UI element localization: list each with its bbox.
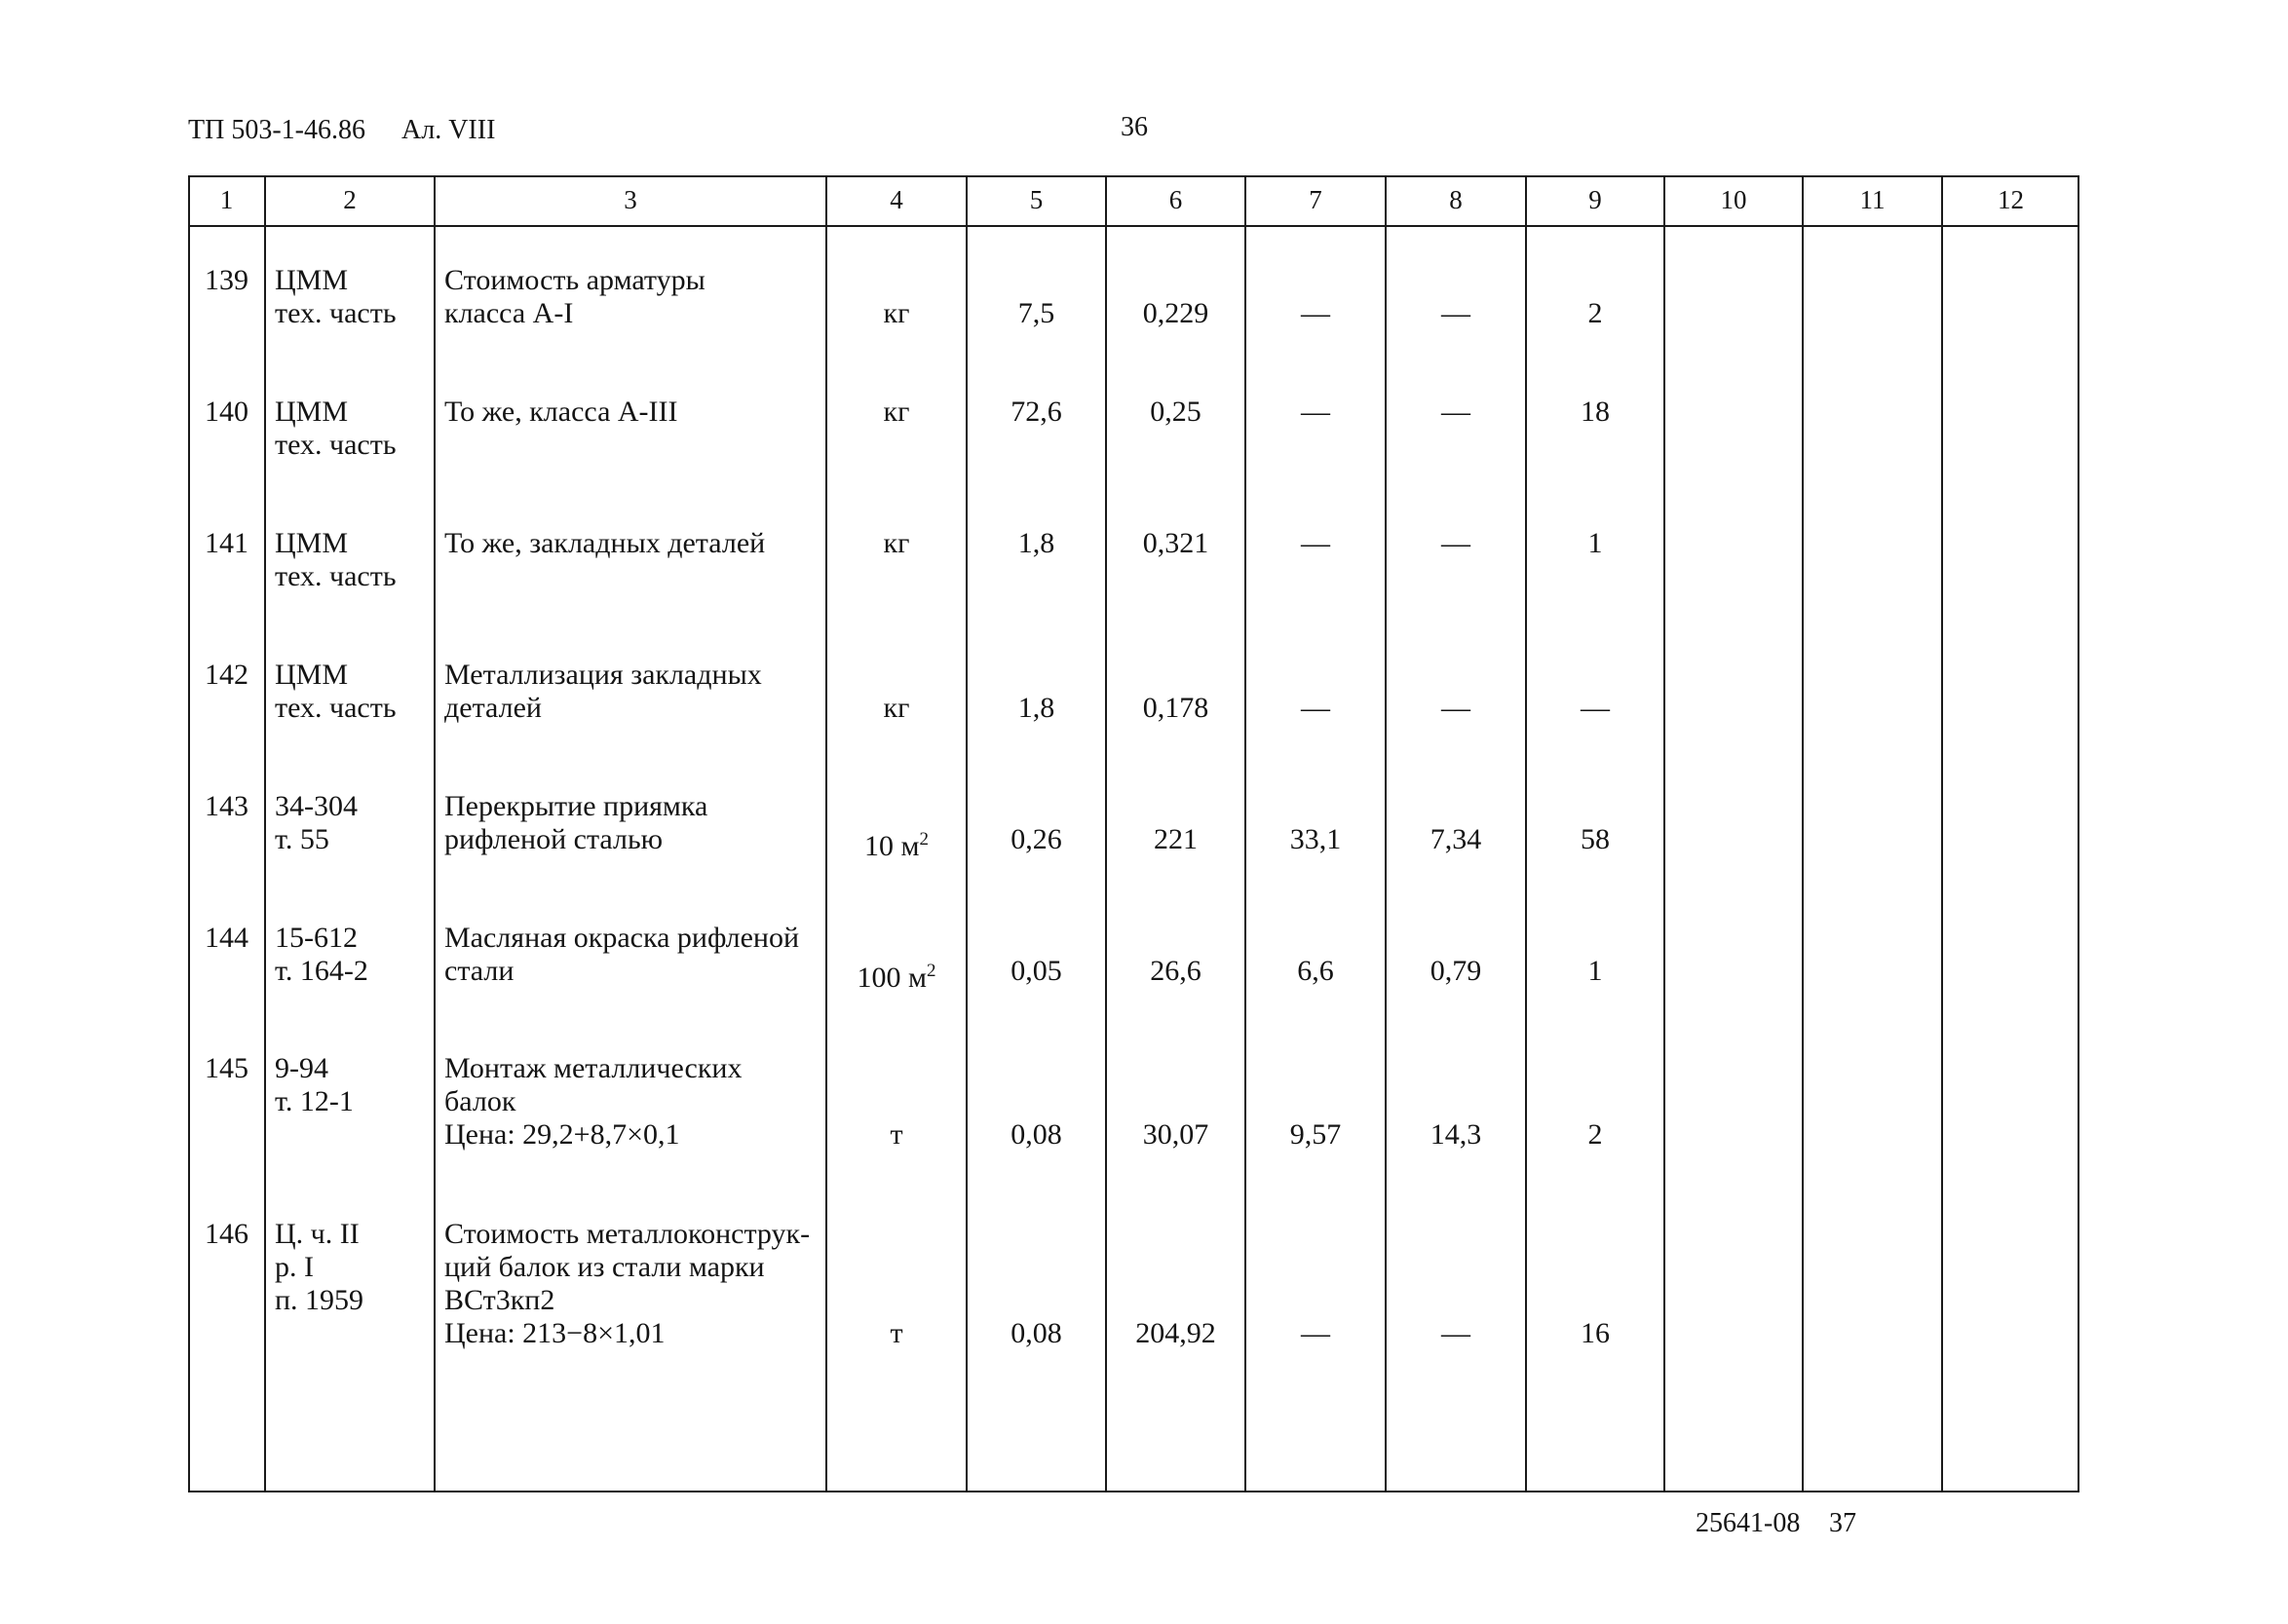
value-col-6: 204,92: [1135, 1317, 1216, 1349]
value-col-7: —: [1301, 297, 1330, 329]
value-col-9: —: [1581, 692, 1610, 724]
reference-line: тех. часть: [275, 692, 397, 724]
unit-text: кг: [883, 692, 910, 724]
description-line: балок: [444, 1085, 516, 1117]
value-col-7: —: [1301, 692, 1330, 724]
reference-line: 9-94: [275, 1052, 328, 1084]
column-number: 2: [343, 185, 357, 214]
unit-cell: [826, 823, 967, 863]
unit-cell: [826, 396, 967, 429]
value-col-8: —: [1441, 1317, 1470, 1349]
column-divider: [264, 175, 266, 1492]
description-line: стали: [444, 955, 515, 987]
value-col-6: 0,25: [1150, 396, 1201, 428]
unit-text: 100 м: [857, 962, 927, 994]
column-number: 3: [624, 185, 637, 214]
value-col-5: 1,8: [1017, 527, 1055, 559]
page-number: 36: [1121, 112, 1148, 142]
value-col-7: 33,1: [1289, 823, 1342, 855]
unit-exponent: 2: [926, 961, 936, 981]
value-col-5: 0,08: [1011, 1317, 1062, 1349]
unit-exponent: 2: [919, 829, 929, 850]
reference-line: ЦММ: [275, 396, 349, 428]
column-number: 5: [1029, 185, 1044, 214]
value-col-8: —: [1441, 692, 1470, 724]
value-col-5: 1,8: [1017, 692, 1055, 724]
header-divider: [188, 225, 2079, 227]
reference-line: ЦММ: [275, 264, 349, 296]
value-col-9: 58: [1581, 823, 1610, 855]
unit-text: кг: [883, 396, 910, 428]
column-number: 11: [1859, 185, 1886, 214]
unit-cell: [826, 297, 967, 330]
column-number: 6: [1168, 185, 1183, 214]
value-col-6: 0,321: [1142, 527, 1209, 559]
column-divider: [434, 175, 436, 1492]
column-number: 10: [1720, 185, 1747, 214]
column-number: 4: [890, 185, 903, 214]
row-number: 141: [205, 527, 248, 559]
description-line: Масляная окраска рифленой: [444, 922, 800, 954]
value-col-5: 0,26: [1011, 823, 1062, 855]
value-col-6: 0,178: [1142, 692, 1209, 724]
row-number: 144: [205, 922, 248, 954]
value-col-9: 1: [1587, 955, 1603, 987]
reference-line: 15-612: [275, 922, 358, 954]
description-line: ВСт3кп2: [444, 1284, 555, 1316]
unit-cell: [826, 955, 967, 995]
unit-text: кг: [883, 527, 910, 559]
reference-line: т. 55: [275, 823, 329, 855]
description-line: класса А-I: [444, 297, 574, 329]
row-number: 143: [205, 790, 248, 822]
description-line: ций балок из стали марки: [444, 1251, 765, 1283]
reference-line: ЦММ: [275, 659, 349, 691]
description-line: То же, класса А-III: [444, 396, 678, 428]
unit-text: т: [890, 1118, 903, 1151]
value-col-7: —: [1301, 527, 1330, 559]
value-col-7: 9,57: [1289, 1118, 1342, 1151]
value-col-5: 7,5: [1017, 297, 1055, 329]
description-line: Стоимость арматуры: [444, 264, 705, 296]
value-col-9: 1: [1587, 527, 1603, 559]
description-line: рифленой сталью: [444, 823, 664, 855]
unit-cell: [826, 1118, 967, 1152]
row-number: 142: [205, 659, 248, 691]
column-number: 7: [1309, 185, 1322, 214]
value-col-6: 0,229: [1142, 297, 1209, 329]
column-divider: [1941, 175, 1943, 1492]
document-code: ТП 503-1-46.86: [188, 115, 365, 145]
value-col-6: 221: [1154, 823, 1198, 855]
description-line: деталей: [444, 692, 542, 724]
value-col-8: —: [1441, 527, 1470, 559]
reference-line: тех. часть: [275, 560, 397, 592]
row-number: 146: [205, 1218, 248, 1250]
value-col-5: 0,05: [1011, 955, 1062, 987]
unit-text: 10 м: [864, 830, 920, 862]
unit-cell: [826, 527, 967, 560]
column-number: 1: [219, 185, 234, 214]
value-col-9: 16: [1581, 1317, 1610, 1349]
unit-cell: [826, 692, 967, 725]
value-col-9: 2: [1587, 297, 1603, 329]
unit-cell: [826, 1317, 967, 1350]
reference-line: 34-304: [275, 790, 358, 822]
value-col-9: 18: [1581, 396, 1610, 428]
reference-line: тех. часть: [275, 297, 397, 329]
column-number: 9: [1588, 185, 1602, 214]
reference-line: тех. часть: [275, 429, 397, 461]
reference-line: Ц. ч. II: [275, 1218, 360, 1250]
unit-text: кг: [883, 297, 910, 329]
value-col-9: 2: [1587, 1118, 1603, 1151]
reference-line: т. 12-1: [275, 1085, 354, 1117]
description-line: Цена: 29,2+8,7×0,1: [444, 1118, 680, 1151]
footer-code: 25641-08: [1696, 1508, 1801, 1538]
value-col-5: 72,6: [1011, 396, 1062, 428]
footer-page: 37: [1829, 1508, 1856, 1538]
value-col-6: 26,6: [1150, 955, 1201, 987]
description-line: Перекрытие приямка: [444, 790, 708, 822]
value-col-7: —: [1301, 1317, 1330, 1349]
row-number: 140: [205, 396, 248, 428]
reference-line: ЦММ: [275, 527, 349, 559]
album-number: Ал. VIII: [401, 115, 496, 145]
value-col-6: 30,07: [1142, 1118, 1209, 1151]
value-col-8: —: [1441, 396, 1470, 428]
value-col-8: 14,3: [1430, 1118, 1482, 1151]
value-col-5: 0,08: [1011, 1118, 1062, 1151]
description-line: Металлизация закладных: [444, 659, 762, 691]
description-line: Стоимость металлоконструк-: [444, 1218, 811, 1250]
description-line: Монтаж металлических: [444, 1052, 743, 1084]
reference-line: р. I: [275, 1251, 314, 1283]
value-col-8: 0,79: [1430, 955, 1482, 987]
column-divider: [1802, 175, 1804, 1492]
value-col-7: —: [1301, 396, 1330, 428]
row-number: 145: [205, 1052, 248, 1084]
column-number: 12: [1998, 185, 2024, 214]
reference-line: п. 1959: [275, 1284, 364, 1316]
row-number: 139: [205, 264, 248, 296]
value-col-8: 7,34: [1430, 823, 1482, 855]
description-line: То же, закладных деталей: [444, 527, 766, 559]
reference-line: т. 164-2: [275, 955, 368, 987]
description-line: Цена: 213−8×1,01: [444, 1317, 666, 1349]
column-number: 8: [1449, 185, 1463, 214]
value-col-7: 6,6: [1297, 955, 1334, 987]
value-col-8: —: [1441, 297, 1470, 329]
unit-text: т: [890, 1317, 903, 1349]
